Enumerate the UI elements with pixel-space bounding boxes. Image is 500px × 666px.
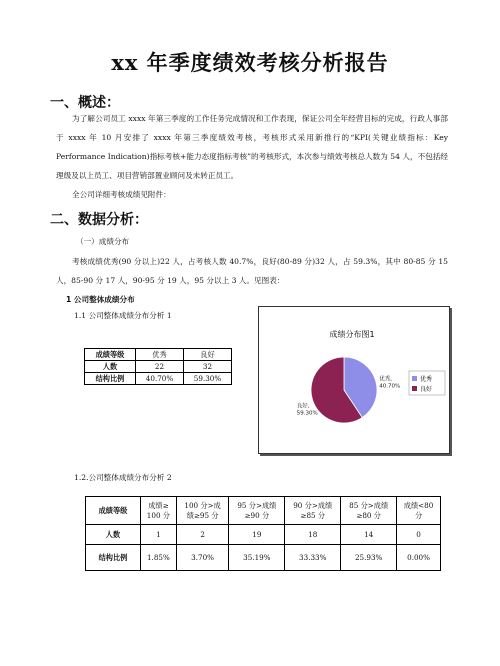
pie-slices bbox=[311, 357, 377, 423]
legend-swatch-优秀 bbox=[412, 376, 417, 381]
row-header-count: 人数 bbox=[86, 525, 141, 545]
pie-chart-frame bbox=[258, 306, 450, 454]
data-label-良好: 良好, 59.30% bbox=[296, 403, 318, 417]
table-cell: 2 bbox=[176, 525, 229, 545]
chart-legend bbox=[409, 371, 445, 395]
analysis-paragraph: 考核成绩优秀(90 分以上)22 人，占考核人数 40.7%，良好(80-89 分)32 人，占 59.3%，其中 80-85 分 15 人，85-90 分 17 人，90-95 分 19 人，95 分以上 3 人。见图表： bbox=[56, 257, 448, 285]
distribution-analysis-1-heading: 1.1 公司整体成绩分布分析 1 bbox=[74, 311, 172, 320]
table-cell: 59.30% bbox=[184, 373, 232, 385]
row-header-ratio: 结构比例 bbox=[85, 373, 136, 385]
table-cell: 85 分>成绩 ≥80 分 bbox=[341, 497, 397, 525]
row-header-ratio: 结构比例 bbox=[86, 545, 141, 571]
table-cell: 1.85% bbox=[141, 545, 177, 571]
table-cell: 32 bbox=[184, 361, 232, 373]
table-cell: 100 分>成 绩≥95 分 bbox=[176, 497, 229, 525]
distribution-analysis-2-heading: 1.2.公司整体成绩分布分析 2 bbox=[74, 473, 172, 482]
pie-chart bbox=[259, 307, 449, 453]
table-cell: 成绩<80 分 bbox=[397, 497, 441, 525]
table-cell: 90 分>成绩 ≥85 分 bbox=[285, 497, 341, 525]
table-cell: 40.70% bbox=[136, 373, 184, 385]
table-cell: 22 bbox=[136, 361, 184, 373]
table-cell: 35.19% bbox=[229, 545, 285, 571]
table-cell: 33.33% bbox=[285, 545, 341, 571]
legend-swatch-良好 bbox=[412, 386, 417, 391]
score-distribution-subheading: （一）成绩分布 bbox=[76, 237, 130, 246]
row-header-grade: 成绩等级 bbox=[85, 349, 136, 361]
grade-table-2 bbox=[85, 496, 441, 571]
table-cell: 3.70% bbox=[176, 545, 229, 571]
overall-distribution-heading: 1 公司整体成绩分布 bbox=[66, 295, 135, 304]
table-cell: 19 bbox=[229, 525, 285, 545]
overview-paragraph: 为了解公司员工 xxxx 年第三季度的工作任务完成情况和工作表现，保证公司全年经营目标的完成，行政人事部于 xxxx 年 10 月安排了 xxxx 年第三季度绩效考核，考核形式采用新推行的“KPI(关键业绩指标：Key Performance Indication)指标考核+能力态度指标考核”的考核形式，本次参与绩效考核总人数为 54 人，不包括经理级及以上员工、项目营销部置业顾问及未转正员工。 bbox=[56, 114, 448, 180]
table-cell: 优秀 bbox=[136, 349, 184, 361]
attachment-note: 全公司详细考核成绩见附件： bbox=[72, 190, 171, 199]
table-cell: 0.00% bbox=[397, 545, 441, 571]
grade-table-1 bbox=[84, 348, 232, 385]
legend-label-良好: 良好 bbox=[420, 386, 433, 393]
row-header-count: 人数 bbox=[85, 361, 136, 373]
overview-heading: 一、概述： bbox=[50, 95, 120, 111]
analysis-heading: 二、数据分析： bbox=[50, 212, 148, 228]
chart-title: 成绩分布图1 bbox=[329, 330, 375, 339]
report-title: xx 年季度绩效考核分析报告 bbox=[111, 50, 389, 75]
table-cell: 1 bbox=[141, 525, 177, 545]
data-label-优秀: 优秀, 40.70% bbox=[379, 376, 401, 390]
table-cell: 0 bbox=[397, 525, 441, 545]
table-cell: 25.93% bbox=[341, 545, 397, 571]
legend-label-优秀: 优秀 bbox=[420, 376, 433, 383]
table-cell: 14 bbox=[341, 525, 397, 545]
table-cell: 18 bbox=[285, 525, 341, 545]
table-cell: 良好 bbox=[184, 349, 232, 361]
table-cell: 95 分>成绩 ≥90 分 bbox=[229, 497, 285, 525]
table-cell: 成绩≥ 100 分 bbox=[141, 497, 177, 525]
row-header-grade: 成绩等级 bbox=[86, 497, 141, 525]
